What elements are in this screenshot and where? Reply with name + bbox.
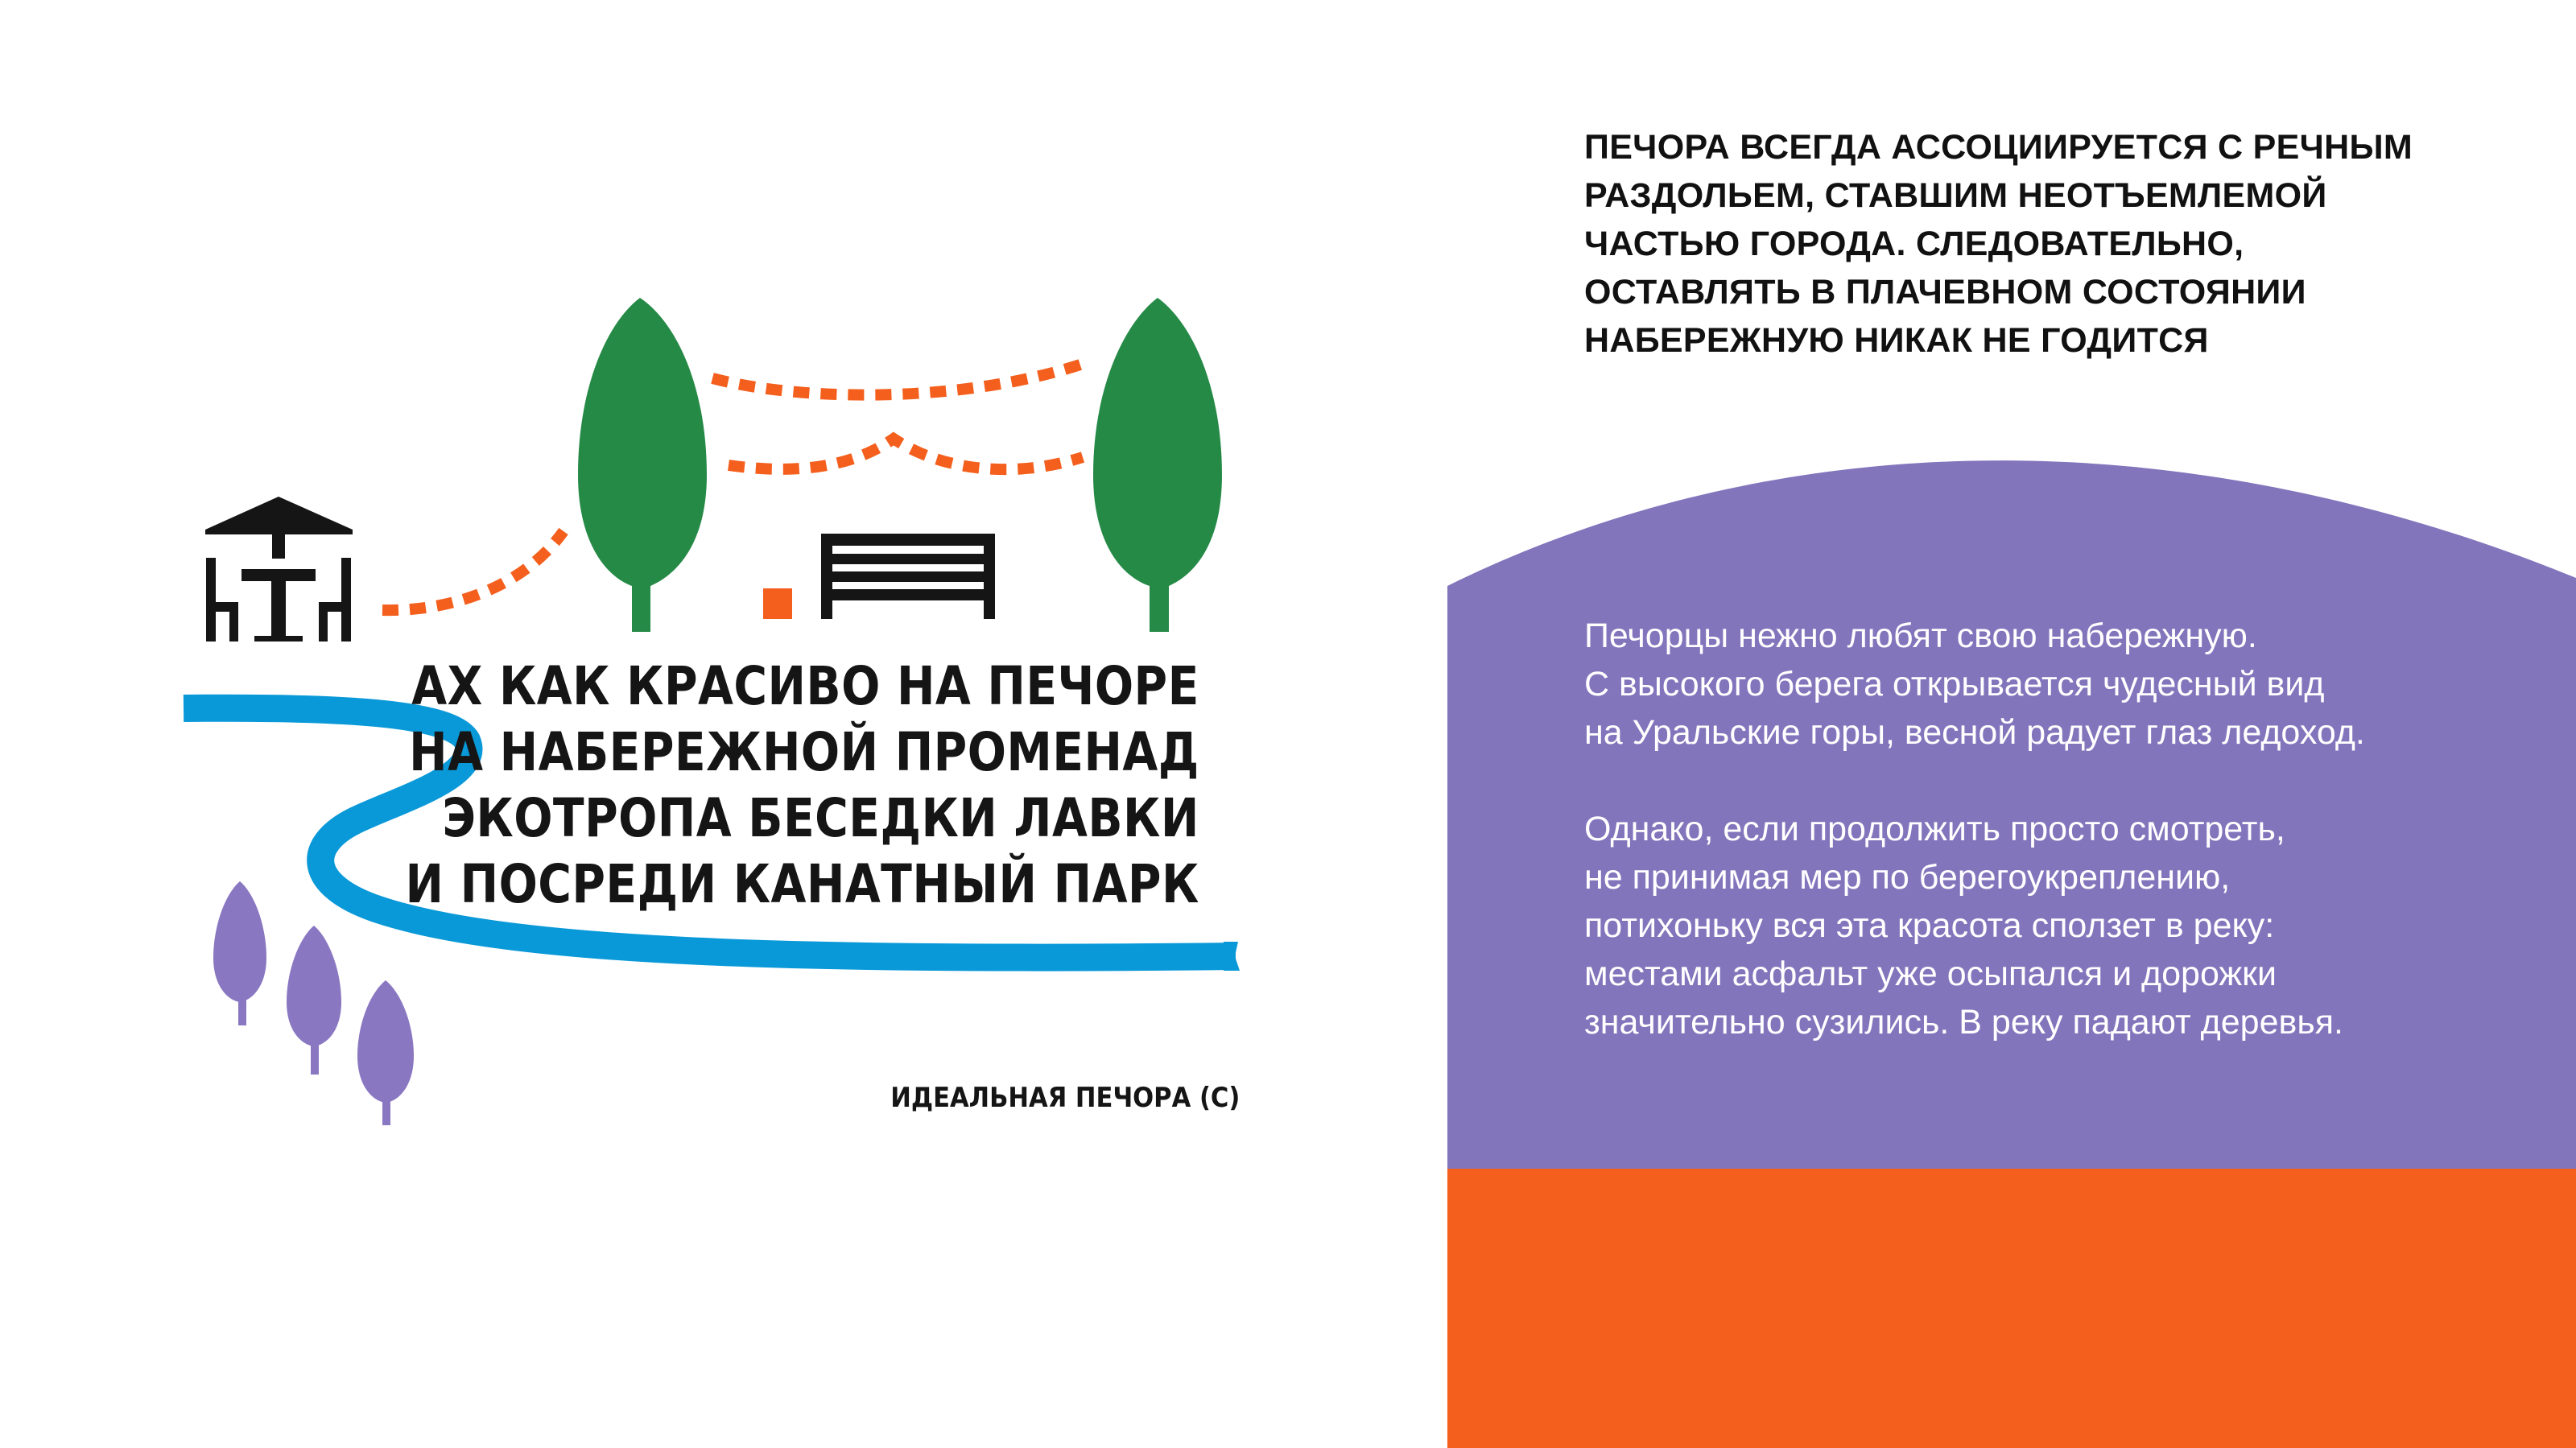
body-line: местами асфальт уже осыпался и дорожки bbox=[1584, 955, 2277, 993]
body-line: Печорцы нежно любят свою набережную. bbox=[1584, 617, 2257, 655]
slogan-line: АХ КАК КРАСИВО НА ПЕЧОРЕ bbox=[411, 655, 1199, 717]
purple-tree-icon bbox=[357, 980, 414, 1125]
slogan-line: ЭКОТРОПА БЕСЕДКИ ЛАВКИ bbox=[442, 787, 1199, 849]
intro-line: РАЗДОЛЬЕМ, СТАВШИМ НЕОТЪЕМЛЕМОЙ bbox=[1584, 176, 2327, 215]
tree-icon bbox=[1093, 298, 1222, 632]
intro-line: ОСТАВЛЯТЬ В ПЛАЧЕВНОМ СОСТОЯНИИ bbox=[1584, 273, 2306, 311]
body-text bbox=[1584, 612, 2534, 1046]
purple-tree-icon bbox=[213, 881, 266, 1025]
intro-line: ПЕЧОРА ВСЕГДА АССОЦИИРУЕТСЯ С РЕЧНЫМ bbox=[1584, 128, 2413, 167]
purple-tree-icon bbox=[287, 926, 341, 1075]
tree-icon bbox=[578, 298, 707, 632]
body-line: не принимая мер по берегоукреплению, bbox=[1584, 858, 2231, 897]
caption: ИДЕАЛЬНАЯ ПЕЧОРА (С) bbox=[890, 1082, 1240, 1114]
body-line: значительно сузились. В реку падают деревья. bbox=[1584, 1003, 2343, 1042]
body-line: потихоньку вся эта красота сползет в реку: bbox=[1584, 906, 2275, 945]
body-line: на Уральские горы, весной радует глаз ледоход. bbox=[1584, 713, 2365, 752]
umbrella-table-icon bbox=[205, 497, 353, 641]
slogan bbox=[406, 654, 1199, 918]
paragraph-gap bbox=[1584, 757, 2534, 805]
bench-icon bbox=[821, 534, 995, 619]
intro-line: НАБЕРЕЖНУЮ НИКАК НЕ ГОДИТСЯ bbox=[1584, 321, 2209, 360]
orange-block bbox=[1447, 1169, 2576, 1448]
slogan-line: НА НАБЕРЕЖНОЙ ПРОМЕНАД bbox=[409, 721, 1199, 783]
slogan-line: И ПОСРЕДИ КАНАТНЫЙ ПАРК bbox=[405, 853, 1199, 915]
body-line: Однако, если продолжить просто смотреть, bbox=[1584, 810, 2285, 848]
intro-line: ЧАСТЬЮ ГОРОДА. СЛЕДОВАТЕЛЬНО, bbox=[1584, 225, 2244, 263]
body-line: С высокого берега открывается чудесный вид bbox=[1584, 665, 2325, 703]
orange-square-icon bbox=[763, 588, 792, 619]
